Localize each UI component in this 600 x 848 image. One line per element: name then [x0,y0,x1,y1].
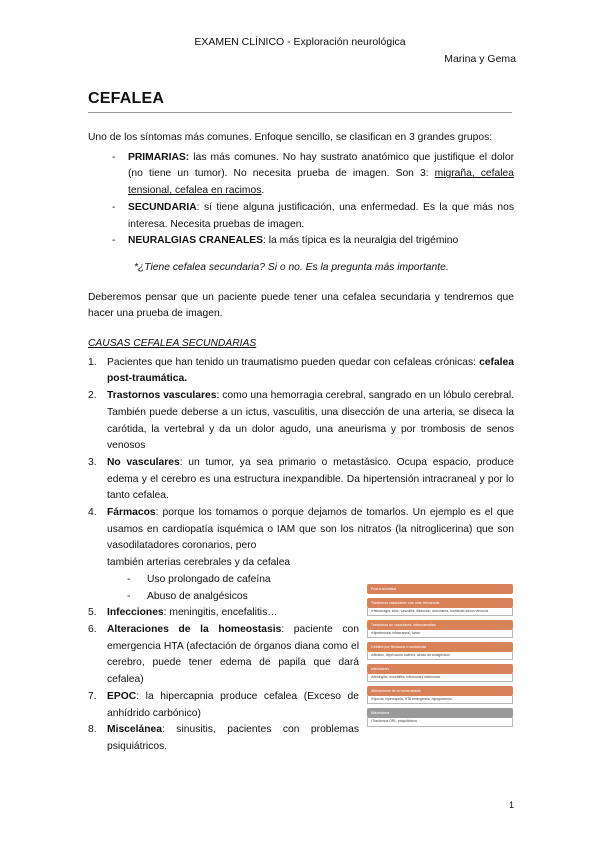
group-primary-text: las más comunes. No hay sustrato anatómico que justifique el dolor (no tiene un tumor). No necesita prueba de imagen. Son 3: [128,151,514,180]
drug-sub-item: - Uso prolongado de cafeína [107,572,514,589]
cause-number: 1. [88,356,97,368]
headache-groups-list [88,150,514,250]
diagram-block [367,708,513,726]
cause-bold: Miscelánea [107,724,162,736]
group-neuralgias-text: : la más típica es la neuralgia del trigémino [263,235,459,247]
cause-item-trauma [88,355,514,388]
diagram-block-title: Cefalea por fármacos o sustancias [367,642,513,652]
group-neuralgias-name: NEURALGIAS CRANEALES [128,235,264,247]
diagram-block [367,584,513,594]
group-secondary-name: SECUNDARIA [128,201,197,213]
cause-item-non-vascular [88,455,514,505]
cause-text: : paciente con emergencia HTA (afectación de órganos diana como el cerebro, puede tener edema de papila que dará cefalea) [107,623,359,686]
group-primary [88,150,514,200]
diagram-block-title: Post-traumática [367,584,513,594]
group-primary-end: . [261,185,265,197]
group-secondary-text: : sí tiene alguna justificación, una enfermedad. Es la que más nos interesa. Necesita pruebas de imagen. [128,201,514,230]
imaging-paragraph: Deberemos pensar que un paciente puede tener una cefalea secundaria y tendremos que hacer una prueba de imagen. [88,291,514,320]
cause-number: 7. [88,690,97,702]
key-question: *¿Tiene cefalea secundaria? Si o no. Es la pregunta más importante. [134,261,449,273]
cause-text-continued: también arterias cerebrales y da cefalea [107,557,291,569]
cause-bold: EPOC [107,690,137,702]
cause-item-epoc [88,689,359,722]
diagram-block [367,598,513,616]
group-secondary [88,200,514,233]
cause-bold: Infecciones [107,607,164,619]
cause-text: : meningitis, encefalitis… [163,607,278,619]
group-primary-name: PRIMARIAS: [128,151,190,163]
cause-text: : sinusitis, pacientes con problemas psiquiátricos. [107,724,359,752]
diagram-block-title: Trastornos no vasculares: intracraneales [367,620,513,630]
diagram-block [367,620,513,638]
diagram-block-title: Infecciones [367,664,513,674]
cause-bold: cefalea post-traumática. [107,356,514,385]
causes-title: CAUSAS CEFALEA SECUNDARIAS [88,338,257,350]
cause-number: 3. [88,456,97,468]
diagram-block [367,642,513,660]
diagram-block-body: •Hemorragia, ictus, vasculitis, disección, aneurisma, trombosis senos venosos [367,608,513,616]
diagram-block-body: •Trastornos ORL, psiquiátricos [367,718,513,726]
cause-text: : un tumor, ya sea primario o metastásico. Ocupa espacio, produce edema y el cerebro es una estructura inexpandible. Da hipertensión intracraneal y por lo tanto cefalea. [107,456,514,502]
cause-text: : como una hemorragia cerebral, sangrado en un lóbulo cerebral. También puede deberse a un ictus, vasculitis, una disección de una arteria, se diseca la carótida, la vertebral y da un dolor agudo, una aneurisma y por trombosis de senos venosos [107,390,514,452]
diagram-block-body: •Hipertensión intracraneal, tumor [367,630,513,638]
diagram-block-body: •Nitratos, deprivación cafeína, abuso de analgésicos [367,652,513,660]
cause-item-misc [88,722,359,755]
page-number: 1 [508,800,514,810]
group-neuralgias [88,233,514,250]
cause-bold: Fármacos [107,507,156,519]
diagram-block-title: Alteraciones de la homeostasis [367,686,513,696]
group-primary-types: migraña, cefalea tensional, cefalea en racimos [128,168,514,197]
diagram-block-body: •Meningitis, encefalitis, infecciones sistémicas [367,674,513,682]
cause-bold: No vasculares [107,456,180,468]
cause-number: 8. [88,724,97,736]
header-authors: Marina y Gema [444,53,516,65]
cause-bold: Alteraciones de la homeostasis [107,623,282,635]
diagram-block [367,664,513,682]
cause-number: 4. [88,507,97,519]
heading-divider [88,112,512,113]
intro-paragraph: Uno de los síntomas más comunes. Enfoque sencillo, se clasifican en 3 grandes grupos: [88,132,493,143]
cause-number: 5. [88,607,97,619]
cause-number: 2. [88,390,97,402]
cause-item-homeostasis [88,622,359,689]
cause-text: Pacientes que han tenido un traumatismo pueden quedar con cefaleas crónicas: [107,356,480,368]
diagram-block [367,686,513,704]
cause-text: : porque los tomamos o porque dejamos de tomarlos. Un ejemplo es el que usamos en cardiopatía isquémica o IAM que son los nitratos (la nitroglicerina) que son vasodilatadores coronarios, pero [107,507,514,552]
cause-bold: Trastornos vasculares [107,390,217,402]
drug-sub-item: - Abuso de analgésicos [107,589,514,606]
header-title: EXAMEN CLÍNICO - Exploración neurológica [194,36,406,48]
cause-number: 6. [88,623,97,635]
causes-summary-diagram [367,584,513,731]
diagram-block-body: •Hipoxia, hipercapnia, HTA emergencia, hipoglucemia [367,696,513,704]
page-heading: CEFALEA [88,90,165,107]
cause-item-vascular [88,388,514,455]
diagram-block-title: Trastornos vasculares: con más frecuencia [367,598,513,608]
cause-text: : la hipercapnia produce cefalea (Exceso de anhídrido carbónico) [107,690,359,719]
diagram-block-title: Miscelánea [367,708,513,718]
